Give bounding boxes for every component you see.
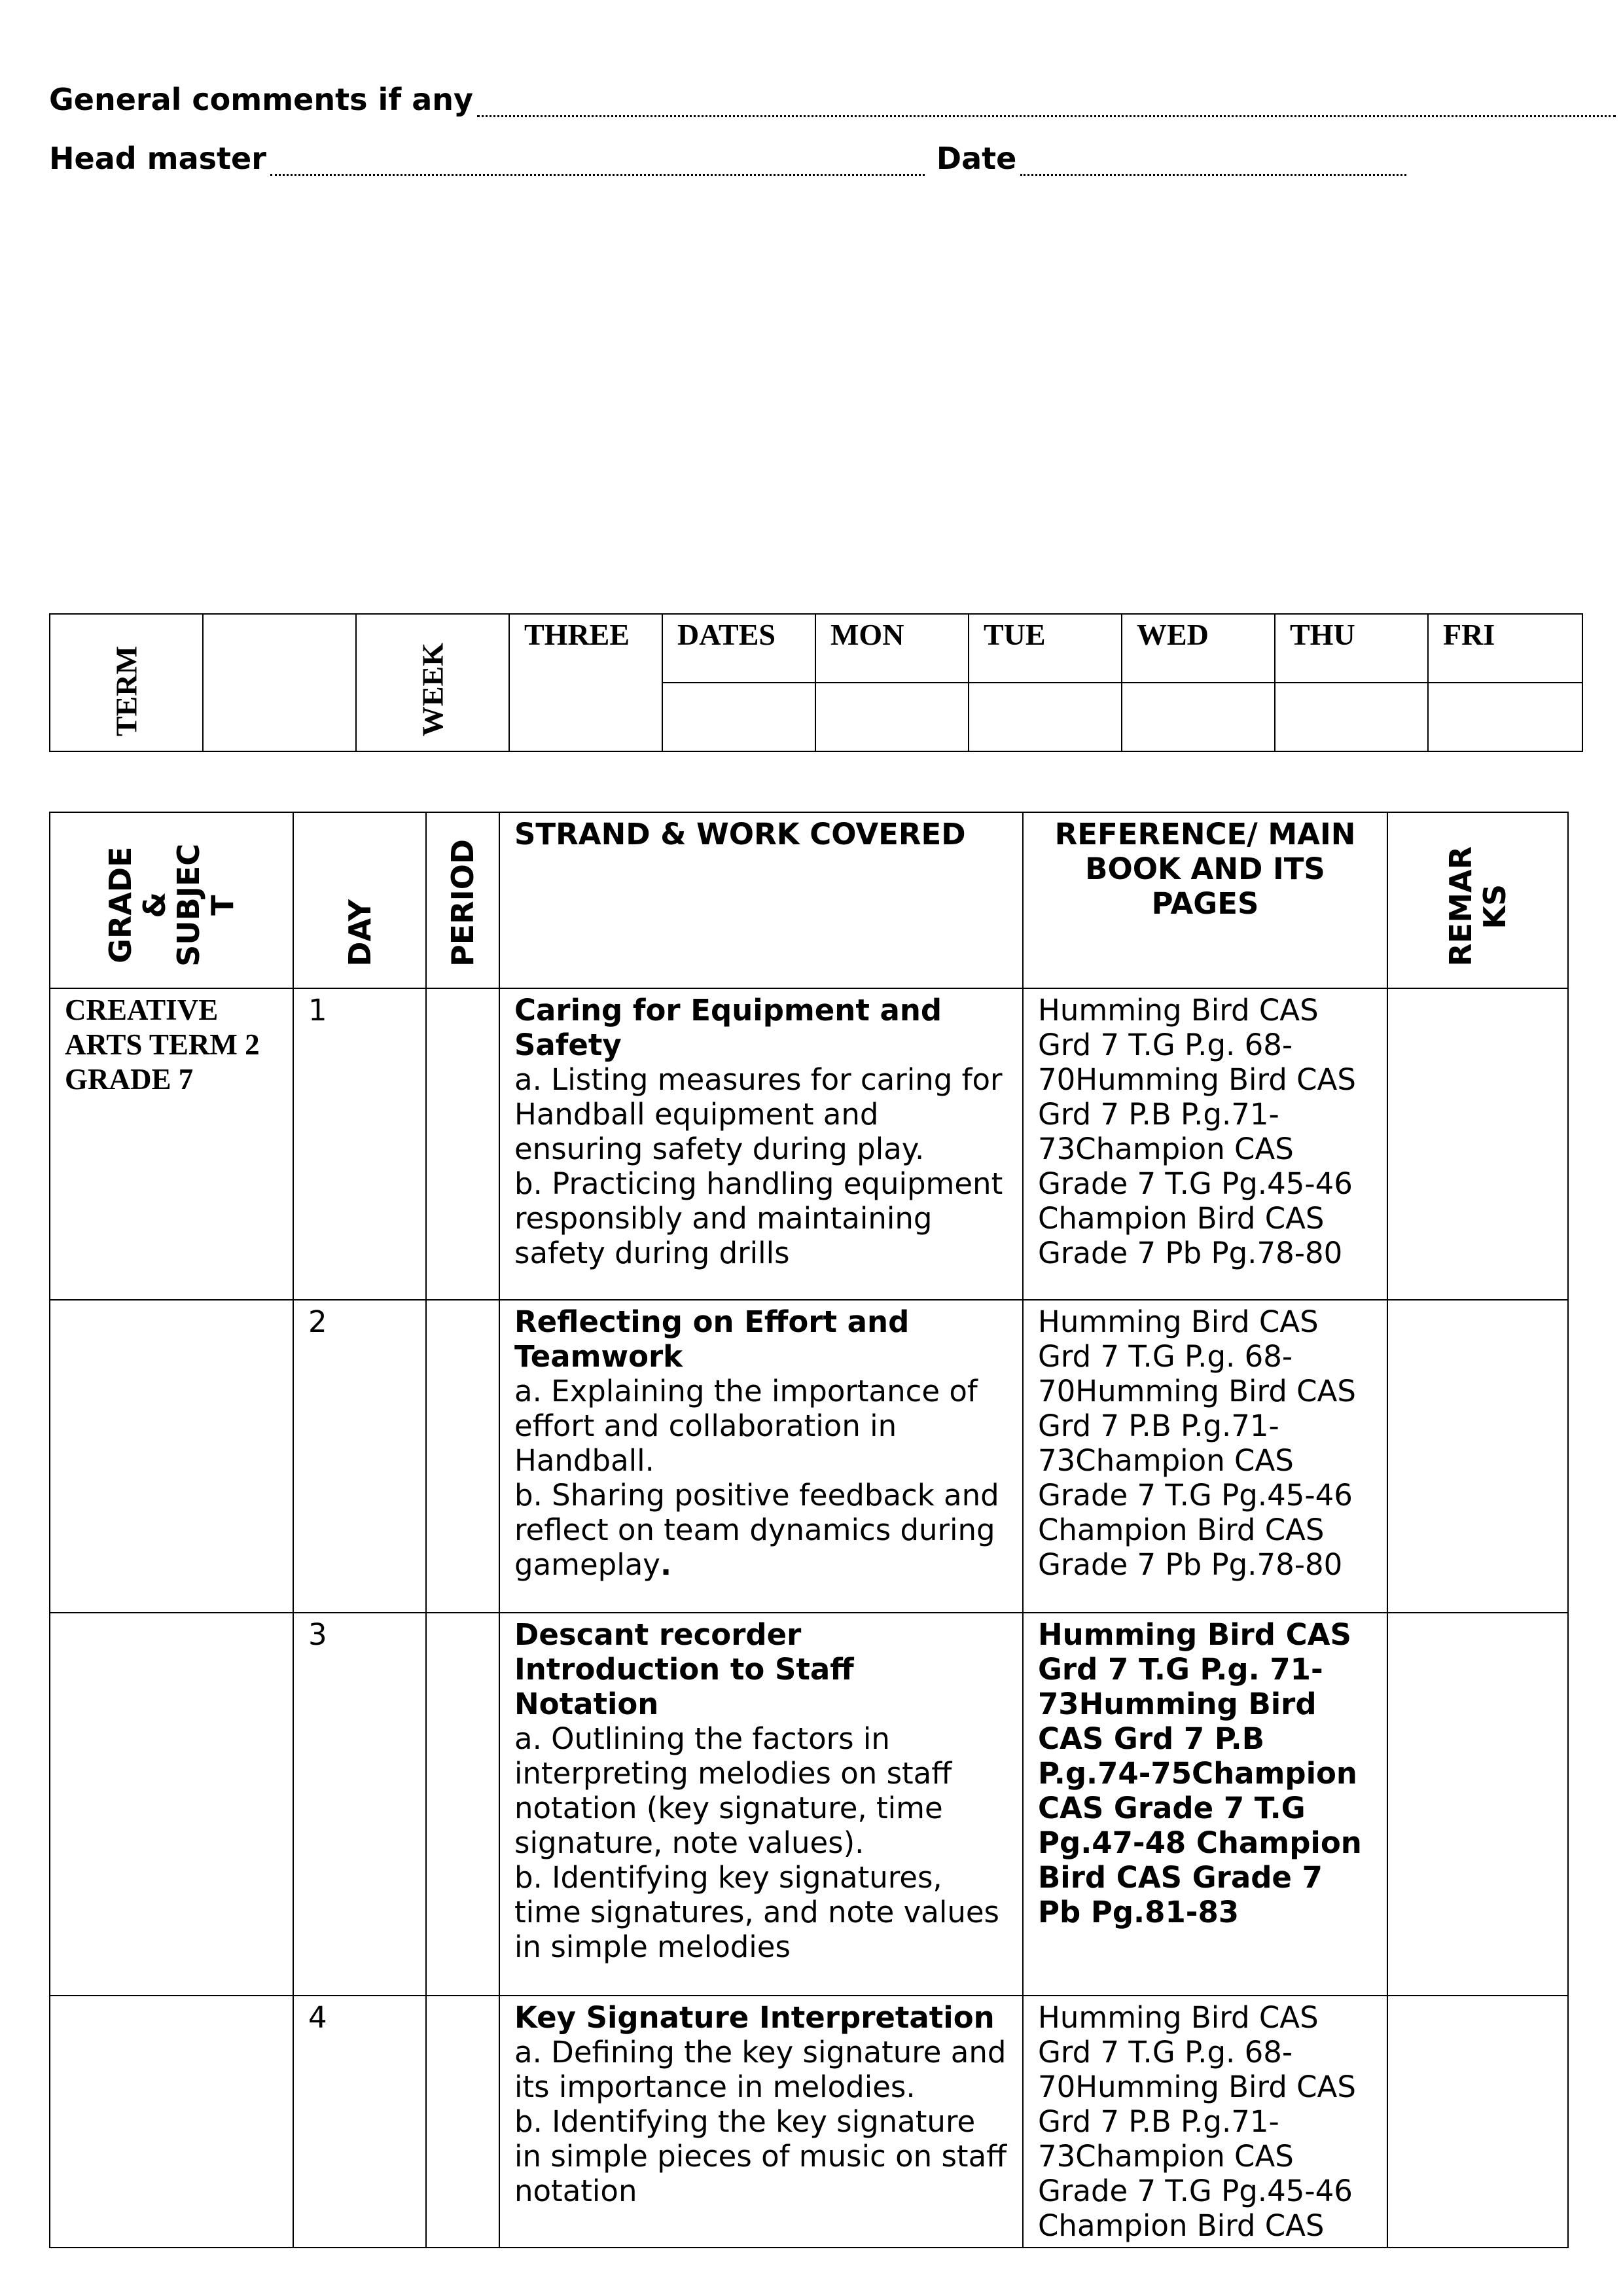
strand-body: a. Explaining the importance of effort and collaboration in Handball. b. Sharing positive feedback and reflect on team dynamics during gameplay <box>514 1374 999 1582</box>
date-cell-mon[interactable] <box>815 683 969 751</box>
strand-title: Descant recorder Introduction to Staff Notation <box>514 1617 854 1721</box>
grade-subject-value: CREATIVE ARTS TERM 2 GRADE 7 <box>50 988 293 1300</box>
date-cell-thu[interactable] <box>1275 683 1428 751</box>
header-grade-subject-cell <box>50 812 293 988</box>
week-label: WEEK <box>416 642 450 736</box>
term-label-cell <box>50 614 203 751</box>
strand-body: a. Outlining the factors in interpreting melodies on staff notation (key signature, time signature, note values). b. Identifying key signatures, time signatures, and note values in simple melodies <box>514 1721 1000 1964</box>
header-period-cell <box>426 812 499 988</box>
general-comments-row <box>49 82 1616 117</box>
headmaster-field[interactable] <box>270 168 925 176</box>
strand-cell <box>499 988 1023 1300</box>
reference-cell: Humming Bird CAS Grd 7 T.G P.g. 71-73Humming Bird CAS Grd 7 P.B P.g.74-75Champion CAS Grade 7 T.G Pg.47-48 Champion Bird CAS Grade 7 Pb Pg.81-83 <box>1023 1613 1387 1996</box>
table-row <box>50 1613 1568 1996</box>
strand-cell <box>499 1300 1023 1613</box>
remarks-cell[interactable] <box>1387 1613 1568 1996</box>
term-label: TERM <box>109 646 143 736</box>
header-remarks: REMAR KS <box>1443 846 1512 967</box>
header-reference: REFERENCE/ MAIN BOOK AND ITS PAGES <box>1023 812 1387 988</box>
strand-body-wrap <box>514 1374 1008 1582</box>
term-week-table <box>49 613 1583 752</box>
work-covered-table <box>49 812 1569 2248</box>
strand-cell <box>499 1613 1023 1996</box>
header-day-cell <box>293 812 426 988</box>
dates-label: DATES <box>662 614 815 683</box>
day-header-thu: THU <box>1275 614 1428 683</box>
strand-body: a. Defining the key signature and its importance in melodies. b. Identifying the key signature in simple pieces of music on staff notation <box>514 2035 1007 2208</box>
remarks-cell[interactable] <box>1387 1300 1568 1613</box>
period-cell[interactable] <box>426 988 499 1300</box>
date-label: Date <box>936 141 1017 176</box>
header-day: DAY <box>342 899 378 967</box>
date-cell-fri[interactable] <box>1428 683 1582 751</box>
period-cell[interactable] <box>426 1996 499 2248</box>
strand-title: Reflecting on Effort and Teamwork <box>514 1304 910 1374</box>
general-comments-label: General comments if any <box>49 82 474 117</box>
strand-title: Key Signature Interpretation <box>514 2000 995 2035</box>
day-cell: 1 <box>293 988 426 1300</box>
day-header-tue: TUE <box>969 614 1122 683</box>
header-period: PERIOD <box>445 839 480 967</box>
headmaster-row <box>49 141 1406 176</box>
remarks-cell[interactable] <box>1387 1996 1568 2248</box>
day-header-wed: WED <box>1122 614 1275 683</box>
strand-body: a. Listing measures for caring for Handball equipment and ensuring safety during play. b. Practicing handling equipment responsibly and maintaining safety during drills <box>514 1062 1003 1270</box>
date-field[interactable] <box>1020 168 1406 176</box>
week-value: THREE <box>509 614 662 751</box>
day-header-fri: FRI <box>1428 614 1582 683</box>
table-row <box>50 1996 1568 2248</box>
date-cell-wed[interactable] <box>1122 683 1275 751</box>
strand-title: Caring for Equipment and Safety <box>514 993 942 1062</box>
header-remarks-cell <box>1387 812 1568 988</box>
reference-cell: Humming Bird CAS Grd 7 T.G P.g. 68-70Humming Bird CAS Grd 7 P.B P.g.71-73Champion CAS Grade 7 T.G Pg.45-46 Champion Bird CAS Grade 7 Pb Pg.78-80 <box>1023 988 1387 1300</box>
day-cell: 3 <box>293 1613 426 1996</box>
reference-cell: Humming Bird CAS Grd 7 T.G P.g. 68-70Humming Bird CAS Grd 7 P.B P.g.71-73Champion CAS Grade 7 T.G Pg.45-46 Champion Bird CAS <box>1023 1996 1387 2248</box>
day-header-mon: MON <box>815 614 969 683</box>
period-cell[interactable] <box>426 1613 499 1996</box>
header-grade-subject: GRADE & SUBJEC T <box>103 844 240 967</box>
strand-cell <box>499 1996 1023 2248</box>
date-cell-tue[interactable] <box>969 683 1122 751</box>
header-row <box>50 812 1568 988</box>
strand-body-end: . <box>660 1547 672 1582</box>
table-row <box>50 988 1568 1300</box>
grade-subject-cell <box>50 1300 293 1613</box>
week-label-cell <box>356 614 509 751</box>
header-strand: STRAND & WORK COVERED <box>499 812 1023 988</box>
table-row <box>50 1300 1568 1613</box>
general-comments-field[interactable] <box>477 109 1616 117</box>
dates-value-cell[interactable] <box>662 683 815 751</box>
day-cell: 4 <box>293 1996 426 2248</box>
grade-subject-cell <box>50 1613 293 1996</box>
grade-subject-cell <box>50 1996 293 2248</box>
day-cell: 2 <box>293 1300 426 1613</box>
period-cell[interactable] <box>426 1300 499 1613</box>
term-value-cell[interactable] <box>203 614 356 751</box>
remarks-cell[interactable] <box>1387 988 1568 1300</box>
reference-cell: Humming Bird CAS Grd 7 T.G P.g. 68-70Humming Bird CAS Grd 7 P.B P.g.71-73Champion CAS Grade 7 T.G Pg.45-46 Champion Bird CAS Grade 7 Pb Pg.78-80 <box>1023 1300 1387 1613</box>
headmaster-label: Head master <box>49 141 266 176</box>
